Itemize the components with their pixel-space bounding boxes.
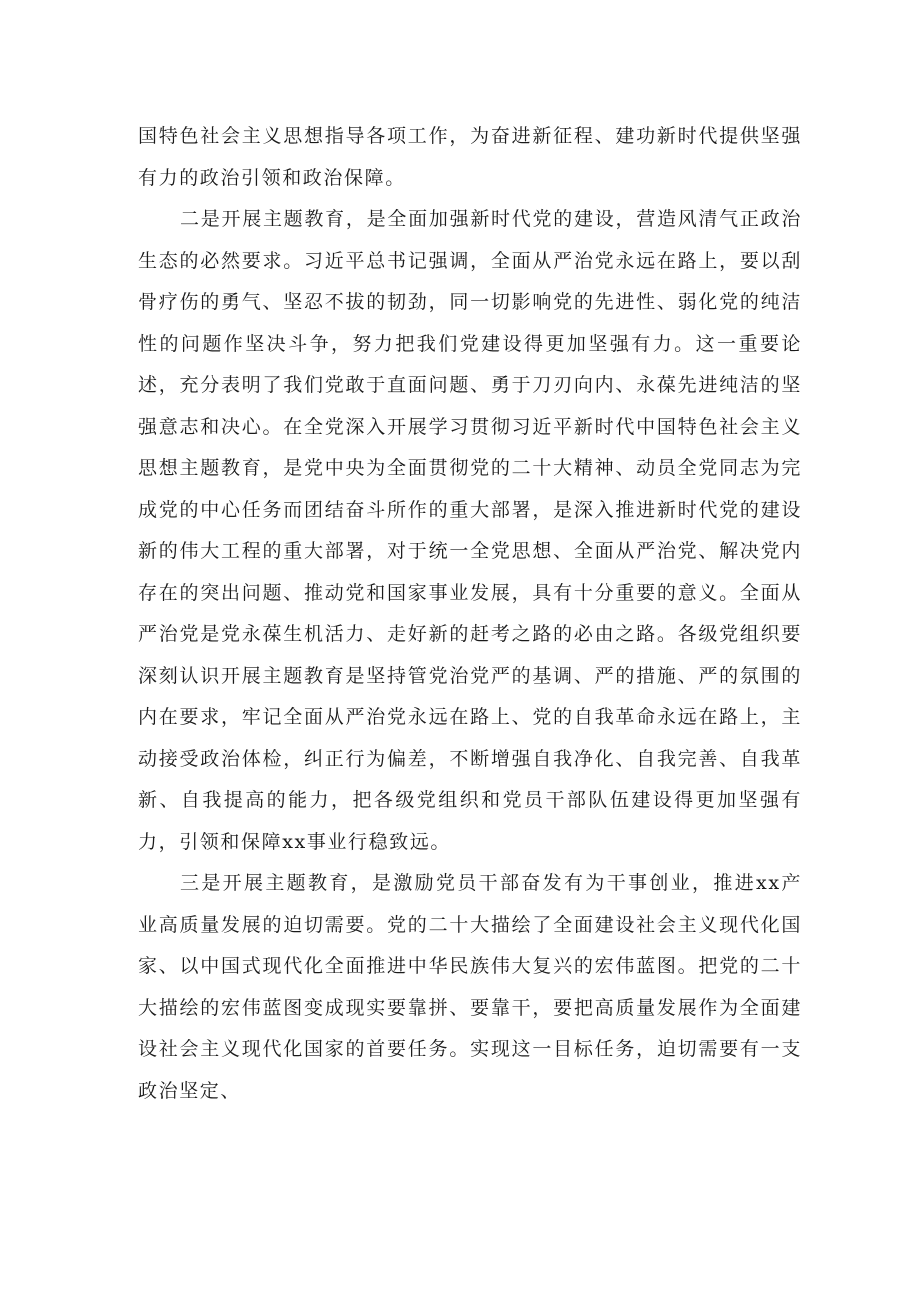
paragraph-point-two: 二是开展主题教育，是全面加强新时代党的建设，营造风清气正政治生态的必然要求。习近平总书记强调，全面从严治党永远在路上，要以刮骨疗伤的勇气、坚忍不拔的韧劲，同一切影响党的先进性、弱化党的纯洁性的问题作坚决斗争，努力把我们党建设得更加坚强有力。这一重要论述，充分表明了我们党敢于直面问题、勇于刀刃向内、永葆先进纯洁的坚强意志和决心。在全党深入开展学习贯彻习近平新时代中国特色社会主义思想主题教育，是党中央为全面贯彻党的二十大精神、动员全党同志为完成党的中心任务而团结奋斗所作的重大部署，是深入推进新时代党的建设新的伟大工程的重大部署，对于统一全党思想、全面从严治党、解决党内存在的突出问题、推动党和国家事业发展，具有十分重要的意义。全面从严治党是党永葆生机活力、走好新的赶考之路的必由之路。各级党组织要深刻认识开展主题教育是坚持管党治党严的基调、严的措施、严的氛围的内在要求，牢记全面从严治党永远在路上、党的自我革命永远在路上，主动接受政治体检，纠正行为偏差，不断增强自我净化、自我完善、自我革新、自我提高的能力，把各级党组织和党员干部队伍建设得更加坚强有力，引领和保障xx事业行稳致远。 [138, 208, 802, 853]
paragraph-point-three: 三是开展主题教育，是激励党员干部奋发有为干事创业，推进xx产业高质量发展的迫切需要。党的二十大描绘了全面建设社会主义现代化国家、以中国式现代化全面推进中华民族伟大复兴的宏伟蓝图。把党的二十大描绘的宏伟蓝图变成现实要靠拼、要靠干，要把高质量发展作为全面建设社会主义现代化国家的首要任务。实现这一目标任务，迫切需要有一支政治坚定、 [138, 872, 802, 1102]
paragraph-continuation: 国特色社会主义思想指导各项工作，为奋进新征程、建功新时代提供坚强有力的政治引领和政治保障。 [138, 125, 802, 189]
document-body [138, 116, 802, 1112]
